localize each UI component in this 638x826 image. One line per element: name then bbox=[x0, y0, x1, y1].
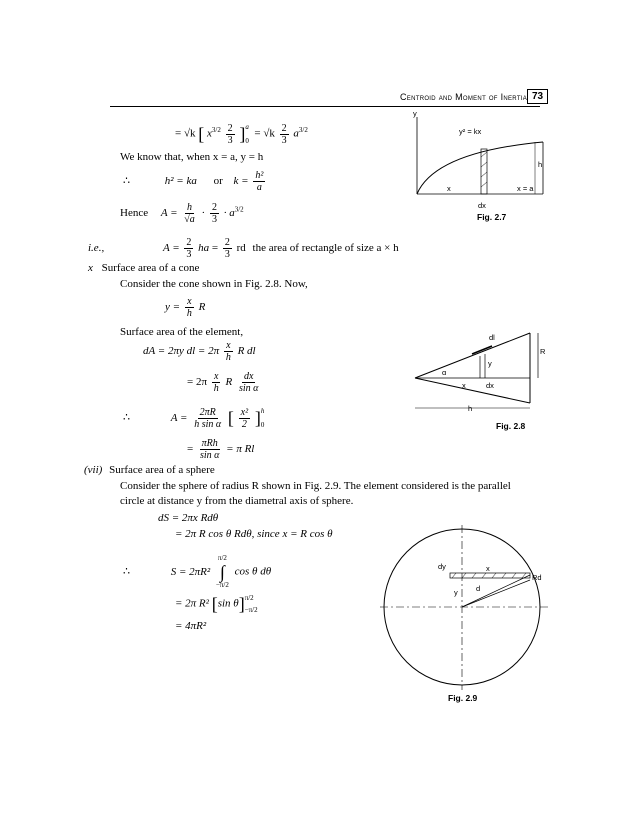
fig28-dl-element bbox=[472, 346, 492, 354]
fig29-Rd-label: Rd bbox=[532, 573, 542, 582]
equation-A-result: = $\frac{\text{πRh}}{\text{sin α}}$ = π Rl bbox=[187, 438, 255, 461]
fig27-h-label: h bbox=[538, 160, 543, 169]
equation-dA-2: = 2π $\frac{x}{h}$ R $\frac{dx}{\text{sin α}}$ bbox=[187, 371, 259, 394]
equation-area-integral: = √k [ $x^{3/2}$ $\frac{2}{3}$ ] a 0 = √k $\frac{2}{3}$ $a^{3/2}$ bbox=[175, 122, 308, 146]
text-we-know: We know that, when x = a, y = h bbox=[120, 151, 264, 163]
section-vii-text-1: Consider the sphere of radius R shown in Fig. 2.9. The element considered is the parallel bbox=[120, 480, 511, 492]
section-vii-text-2: circle at distance y from the diametral axis of sphere. bbox=[120, 495, 354, 507]
equation-ie: i.e., A = $\frac{2}{3}$ ha = $\frac{2}{3}$ rd the area of rectangle of size a × h bbox=[88, 237, 399, 260]
figure-2-8 bbox=[410, 328, 555, 438]
equation-h-squared: ∴ h² = ka or k = $\frac{\text{h²}}{a}$ bbox=[123, 170, 264, 193]
fig29-x-label: x bbox=[486, 564, 490, 573]
fig27-eq-label: y² = kx bbox=[459, 127, 482, 136]
fig28-x-label: x bbox=[462, 381, 466, 390]
equation-dA: dA = 2πy dl = 2π $\frac{x}{h}$ R dl bbox=[143, 340, 256, 363]
equation-S-result: = 4πR² bbox=[175, 620, 207, 632]
equation-S-2: = 2π R² [sin θ] π/2 −π/2 bbox=[175, 594, 258, 614]
equation-S-integral: ∴ S = 2πR² π/2 ∫ −π/2 cos θ dθ bbox=[123, 554, 272, 589]
text-surface-element: Surface area of the element, bbox=[120, 326, 244, 338]
fig28-top-edge bbox=[415, 333, 530, 378]
fig29-dy-label: dy bbox=[438, 562, 446, 571]
fig28-caption: Fig. 2.8 bbox=[496, 421, 526, 431]
fig27-caption: Fig. 2.7 bbox=[477, 212, 507, 222]
fig29-caption: Fig. 2.9 bbox=[448, 693, 478, 703]
section-vi-heading: x Surface area of a cone bbox=[88, 262, 200, 274]
running-title: Centroid and Moment of Inertia bbox=[400, 92, 528, 102]
equation-hence: Hence A = $\frac{h}{√a}$ · $\frac{2}{3}$ · $a^{3/2}$ bbox=[120, 202, 244, 225]
equation-y-cone: y = $\frac{x}{h}$ R bbox=[165, 296, 206, 319]
fig27-strip bbox=[481, 149, 487, 194]
fig29-radius-2 bbox=[462, 580, 530, 607]
fig28-bottom-edge bbox=[415, 378, 530, 403]
page-number: 73 bbox=[527, 89, 548, 104]
fig28-R-label: R bbox=[540, 347, 546, 356]
fig27-dx-label: dx bbox=[478, 201, 486, 210]
equation-dS-2: = 2π R cos θ Rdθ, since x = R cos θ bbox=[175, 528, 333, 540]
equation-dS: dS = 2πx Rdθ bbox=[158, 512, 219, 524]
equation-A-cone: ∴ A = $\frac{2\pi R}{\text{h sin α}}$ [ $\frac{\text{x²}}{2}$ ] h 0 bbox=[123, 406, 265, 430]
fig29-d-label: d bbox=[476, 584, 481, 593]
fig27-y-label: y bbox=[413, 112, 417, 118]
fig28-dx-label: dx bbox=[486, 381, 494, 390]
section-vi-text: Consider the cone shown in Fig. 2.8. Now, bbox=[120, 278, 308, 290]
fig29-y-label: y bbox=[454, 588, 458, 597]
fig27-xa-label: x = a bbox=[517, 184, 534, 193]
fig28-alpha-label: α bbox=[442, 368, 447, 377]
figure-2-9 bbox=[380, 525, 550, 710]
fig29-radius-1 bbox=[462, 575, 530, 607]
fig28-h-label: h bbox=[468, 404, 473, 413]
figure-2-7 bbox=[395, 112, 560, 222]
section-vii-heading: (vii) Surface area of a sphere bbox=[84, 464, 215, 476]
fig27-x-label: x bbox=[447, 184, 451, 193]
fig28-dl-label: dl bbox=[489, 333, 495, 342]
header-rule bbox=[110, 106, 540, 107]
fig28-y-label: y bbox=[488, 359, 492, 368]
